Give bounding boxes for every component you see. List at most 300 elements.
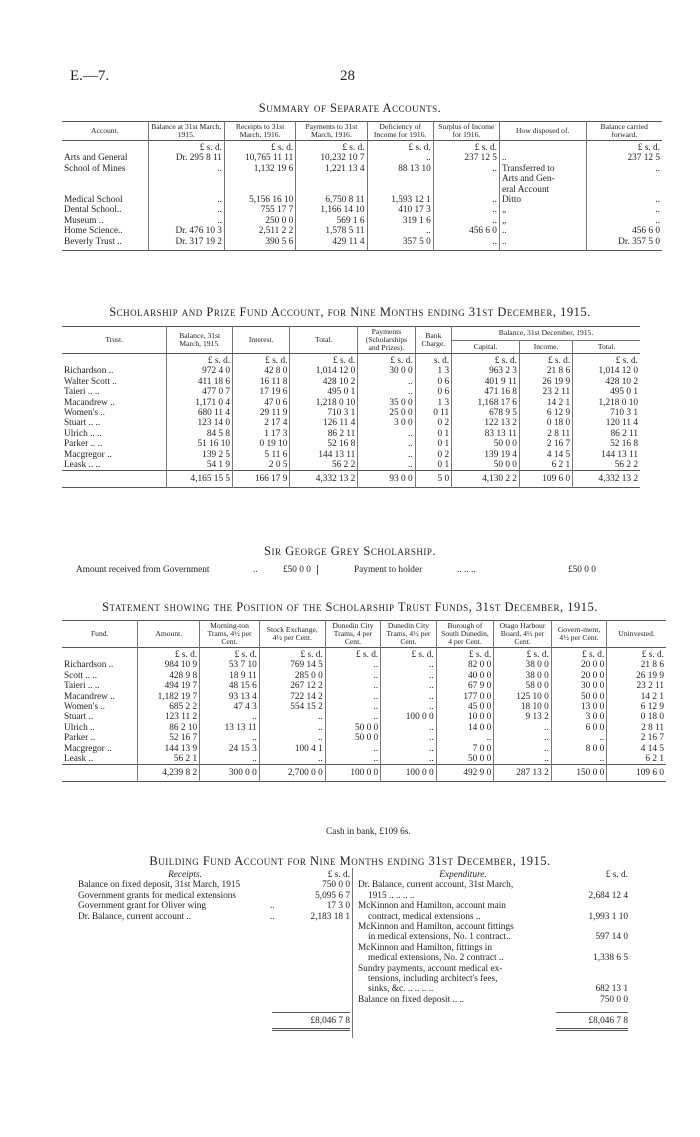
- summary-cell: ..: [433, 205, 499, 215]
- summary-cell: [224, 185, 295, 195]
- expenditure-text: [358, 943, 568, 964]
- scholarship-row: [62, 418, 640, 428]
- building-receipts: [78, 870, 350, 922]
- statement-cell: 494 19 7: [138, 681, 200, 691]
- grey-title: Sir George Grey Scholarship.: [264, 544, 436, 558]
- scholarship-row: [62, 398, 640, 408]
- statement-col-header: Govern-ment, 4½ per Cent.: [551, 621, 606, 648]
- statement-unit-cell: £ s. d.: [551, 648, 606, 661]
- scholarship-cell: 0 2: [415, 450, 452, 460]
- summary-cell: ..: [499, 153, 586, 163]
- summary-cell: 2,511 2 2: [224, 226, 295, 236]
- summary-cell: 237 12 5: [627, 153, 660, 164]
- expenditure-line: Dr. Balance, current account, 31st March,: [358, 880, 514, 891]
- summary-cell: Beverly Trust ..: [62, 237, 148, 251]
- summary-cell: ..: [367, 153, 433, 163]
- summary-col-header: Payments to 31st March, 1916.: [296, 122, 367, 141]
- summary-cell: ..: [655, 195, 660, 206]
- scholarship-group-header: Balance, 31st December, 1915.: [452, 327, 640, 341]
- expenditure-text: [358, 901, 568, 922]
- expenditure-row: [358, 943, 628, 964]
- statement-total-cell: 300 0 0: [200, 765, 260, 781]
- statement-total-cell: 4,239 8 2: [138, 765, 200, 781]
- summary-cell: Arts and General: [62, 153, 148, 163]
- scholarship-cell: 52 16 8: [610, 439, 638, 450]
- scholarship-cell: 21 8 6: [519, 366, 572, 376]
- summary-cell: ..: [499, 226, 586, 236]
- receipt-amount: 750 0 0: [322, 880, 350, 891]
- page-ref: E.—7.: [70, 68, 110, 84]
- statement-cell: 177 0 0: [436, 692, 494, 702]
- statement-cell: ..: [436, 733, 494, 743]
- building-expenditure: [358, 870, 628, 1005]
- receipt-dots: ..: [270, 911, 275, 922]
- scholarship-cell: 86 2 11: [290, 429, 358, 439]
- statement-header-row: [62, 621, 666, 648]
- scholarship-cell: ..: [358, 460, 415, 471]
- summary-row: [62, 153, 662, 163]
- scholarship-col-header: Trust.: [62, 327, 167, 354]
- scholarship-cell: 6 12 9: [519, 408, 572, 418]
- statement-cell: 93 13 4: [200, 692, 260, 702]
- summary-cell: [224, 174, 295, 184]
- scholarship-cell: 0 19 10: [233, 439, 290, 449]
- scholarship-row: [62, 387, 640, 397]
- expenditure-line: in medical extensions, No. 1 contract..: [368, 932, 511, 943]
- statement-cell: ..: [259, 754, 325, 765]
- scholarship-cell: ..: [358, 439, 415, 449]
- scholarship-cell: 428 10 2: [290, 377, 358, 387]
- scholarship-cell: 963 2 3: [452, 366, 520, 376]
- statement-cell: 6 2 1: [645, 754, 664, 765]
- expenditure-row: [358, 922, 628, 943]
- scholarship-cell: 144 13 11: [601, 449, 638, 460]
- statement-cell: 984 10 9: [138, 660, 200, 670]
- receipt-label: Government grant for Oliver wing: [78, 901, 207, 912]
- scholarship-cell: 1,168 17 6: [452, 398, 520, 408]
- scholarship-cell: 25 0 0: [358, 408, 415, 418]
- expenditure-text: [358, 880, 568, 901]
- grey-paid-value: £50 0 0: [568, 565, 596, 575]
- statement-cell: ..: [381, 744, 436, 754]
- statement-unit-cell: £ s. d.: [436, 648, 494, 661]
- statement-cell: 47 4 3: [200, 702, 260, 712]
- statement-cell: 554 15 2: [259, 702, 325, 712]
- scholarship-cell: 972 4 0: [167, 366, 233, 376]
- scholarship-row: [62, 366, 640, 376]
- summary-col-header: Surplus of Income for 1916.: [433, 122, 499, 141]
- statement-cell: Macgregor ..: [62, 744, 138, 754]
- scholarship-cell: 1,171 0 4: [167, 398, 233, 408]
- statement-row: [62, 671, 666, 681]
- statement-cell: 6 0 0: [551, 723, 606, 733]
- statement-cell: Taieri .. ..: [62, 681, 138, 691]
- total-left-value: £8,046 7 8: [310, 1016, 350, 1026]
- statement-cell: ..: [494, 754, 552, 765]
- scholarship-cell: 26 19 9: [519, 377, 572, 387]
- summary-col-header: Receipts to 31st March, 1916.: [224, 122, 295, 141]
- statement-row: [62, 723, 666, 733]
- scholarship-cell: 54 1 9: [167, 460, 233, 471]
- receipt-dots: [270, 880, 292, 890]
- expenditure-unit: £ s. d.: [605, 870, 628, 880]
- statement-unit-cell: £ s. d.: [325, 648, 380, 661]
- summary-unit-cell: [62, 141, 148, 154]
- scholarship-col-header: Total.: [597, 341, 616, 351]
- summary-cell: ..: [655, 215, 660, 226]
- statement-cell: 67 9 0: [436, 681, 494, 691]
- summary-cell: 1,221 13 4: [296, 164, 367, 174]
- scholarship-cell: 122 13 2: [452, 418, 520, 428]
- scholarship-cell: 0 6: [415, 387, 452, 397]
- scholarship-cell: 126 11 4: [290, 418, 358, 428]
- summary-cell: ..: [148, 205, 224, 215]
- summary-unit-cell: [499, 141, 586, 154]
- receipts-unit: £ s. d.: [327, 870, 350, 880]
- receipt-dots: [270, 891, 292, 901]
- summary-col-header: Balance carried forward.: [600, 122, 648, 139]
- grey-paid-dots: .. .. ..: [457, 565, 476, 575]
- expenditure-amount: 682 13 1: [595, 984, 628, 995]
- scholarship-cell: 139 19 4: [452, 450, 520, 460]
- scholarship-col-header: Capital.: [452, 340, 520, 354]
- scholarship-cell: 710 3 1: [290, 408, 358, 418]
- expenditure-line: McKinnon and Hamilton, account fittings: [358, 922, 514, 933]
- statement-cell: ..: [494, 744, 552, 754]
- summary-cell: 390 5 6: [224, 237, 295, 251]
- summary-cell: Dr. 476 10 3: [148, 226, 224, 236]
- summary-cell: [148, 174, 224, 184]
- scholarship-cell: 680 11 4: [167, 408, 233, 418]
- scholarship-cell: 1,014 12 0: [598, 366, 638, 377]
- scholarship-cell: 50 0 0: [452, 460, 520, 471]
- statement-cell: 6 12 9: [640, 702, 664, 713]
- summary-col-header: Account.: [62, 122, 148, 141]
- scholarship-cell: 144 13 11: [290, 450, 358, 460]
- statement-cell: ..: [259, 723, 325, 733]
- statement-cell: 0 18 0: [640, 712, 664, 723]
- statement-cell: ..: [551, 754, 606, 765]
- scholarship-cell: 1,218 0 10: [290, 398, 358, 408]
- summary-cell: 10,232 10 7: [296, 153, 367, 163]
- scholarship-cell: Stuart .. ..: [62, 418, 167, 428]
- scholarship-row: [62, 377, 640, 387]
- expenditure-amount: 597 14 0: [595, 932, 628, 943]
- expenditure-row: [358, 880, 628, 901]
- statement-cell: ..: [259, 733, 325, 743]
- statement-total-cell: 150 0 0: [551, 765, 606, 781]
- statement-cell: 10 0 0: [436, 712, 494, 722]
- statement-cell: 144 13 9: [138, 744, 200, 754]
- expenditure-line: 1915 .. .. .. ..: [368, 890, 415, 901]
- statement-cell: 40 0 0: [436, 671, 494, 681]
- scholarship-cell: ..: [358, 387, 415, 397]
- summary-row: [62, 195, 662, 205]
- statement-cell: 14 0 0: [436, 723, 494, 733]
- building-total-left: [272, 1012, 350, 1031]
- summary-unit-cell: £ s. d.: [433, 141, 499, 154]
- scholarship-cell: 123 14 0: [167, 418, 233, 428]
- scholarship-col-header: Total.: [290, 327, 358, 354]
- summary-cell: [296, 174, 367, 184]
- statement-cell: 428 9 8: [138, 671, 200, 681]
- statement-cell: 38 0 0: [494, 671, 552, 681]
- statement-cell: 30 0 0: [551, 681, 606, 691]
- building-total-right: [556, 1012, 628, 1031]
- scholarship-table: [62, 326, 640, 488]
- statement-cell: 100 4 1: [259, 744, 325, 754]
- statement-cell: Parker ..: [62, 733, 138, 743]
- summary-row: [62, 205, 662, 215]
- statement-cell: ..: [325, 692, 380, 702]
- statement-cell: 285 0 0: [259, 671, 325, 681]
- statement-cell: 14 2 1: [640, 691, 664, 702]
- cash-note: Cash in bank, £109 6s.: [326, 827, 411, 837]
- expenditure-amount: 1,338 6 5: [593, 953, 628, 964]
- scholarship-cell: 1 17 3: [233, 429, 290, 439]
- statement-col-header: Stock Exchange, 4½ per Cent.: [259, 621, 325, 648]
- scholarship-cell: 56 2 2: [290, 460, 358, 471]
- summary-cell: 410 17 3: [367, 205, 433, 215]
- scholarship-cell: 16 11 8: [233, 377, 290, 387]
- scholarship-cell: 4 14 5: [519, 450, 572, 460]
- summary-row: [62, 174, 662, 184]
- statement-cell: 20 0 0: [551, 660, 606, 670]
- summary-cell: ..: [148, 195, 224, 205]
- scholarship-unit-cell: £ s. d.: [615, 356, 638, 366]
- grey-received-dots: ..: [253, 565, 258, 575]
- statement-cell: 24 15 3: [200, 744, 260, 754]
- statement-table: [62, 620, 666, 782]
- statement-total-cell: 2,700 0 0: [259, 765, 325, 781]
- summary-cell: 569 1 6: [296, 216, 367, 226]
- statement-cell: 86 2 10: [138, 723, 200, 733]
- scholarship-cell: 23 2 11: [519, 387, 572, 397]
- scholarship-unit-cell: s. d.: [415, 354, 452, 367]
- summary-cell: Home Science..: [62, 226, 148, 236]
- scholarship-cell: 0 1: [415, 460, 452, 471]
- statement-row: [62, 702, 666, 712]
- scholarship-cell: 0 18 0: [519, 418, 572, 428]
- statement-cell: 82 0 0: [436, 660, 494, 670]
- scholarship-unit-cell: £ s. d.: [358, 354, 415, 367]
- statement-unit-cell: £ s. d.: [200, 648, 260, 661]
- statement-cell: 26 19 9: [636, 670, 664, 681]
- statement-cell: 23 2 11: [636, 681, 664, 692]
- scholarship-cell: 83 13 11: [452, 429, 520, 439]
- statement-cell: 100 0 0: [381, 712, 436, 722]
- scholarship-title: Scholarship and Prize Fund Account, for Nine Months ending 31st December, 1915.: [109, 305, 591, 319]
- scholarship-cell: 495 0 1: [290, 387, 358, 397]
- expenditure-line: Sundry payments, account medical ex-: [358, 963, 503, 974]
- statement-cell: 52 16 7: [138, 733, 200, 743]
- scholarship-unit-row: [62, 354, 640, 367]
- scholarship-col-header: Interest.: [233, 327, 290, 354]
- summary-cell: Museum ..: [62, 216, 148, 226]
- expenditure-line: tensions, including architect's fees,: [368, 974, 498, 985]
- receipt-label: Government grants for medical extensions: [78, 890, 237, 901]
- scholarship-cell: 30 0 0: [358, 366, 415, 376]
- scholarship-cell: 6 2 1: [519, 460, 572, 471]
- statement-col-header: Uninvested.: [618, 629, 655, 638]
- scholarship-unit-cell: £ s. d.: [233, 354, 290, 367]
- summary-cell: ..: [433, 216, 499, 226]
- statement-cell: 56 2 1: [138, 754, 200, 765]
- statement-col-header: Morning-ton Trams, 4½ per Cent.: [200, 621, 260, 648]
- summary-cell: ..: [148, 164, 224, 174]
- statement-cell: 50 0 0: [551, 692, 606, 702]
- statement-cell: ..: [325, 754, 380, 765]
- scholarship-cell: 477 0 7: [167, 387, 233, 397]
- statement-cell: Leask ..: [62, 754, 138, 765]
- statement-unit-row: [62, 648, 666, 661]
- scholarship-cell: 0 6: [415, 377, 452, 387]
- summary-unit-row: [62, 141, 662, 154]
- statement-total-cell: 100 0 0: [381, 765, 436, 781]
- statement-cell: ..: [381, 754, 436, 765]
- expenditure-amount: 2,684 12 4: [588, 890, 628, 901]
- statement-total-cell: 100 0 0: [325, 765, 380, 781]
- summary-cell: ..: [499, 237, 586, 251]
- scholarship-unit-cell: £ s. d.: [290, 354, 358, 367]
- statement-cell: ..: [381, 702, 436, 712]
- statement-cell: 50 0 0: [325, 733, 380, 743]
- statement-cell: Macandrew ..: [62, 692, 138, 702]
- summary-cell: 1,132 19 6: [224, 164, 295, 174]
- summary-unit-cell: £ s. d.: [224, 141, 295, 154]
- scholarship-unit-cell: [62, 354, 167, 367]
- statement-cell: 20 0 0: [551, 671, 606, 681]
- scholarship-totals-row: [62, 471, 640, 487]
- summary-cell: eral Account: [499, 185, 586, 195]
- statement-cell: 58 0 0: [494, 681, 552, 691]
- statement-cell: 2 16 7: [640, 733, 664, 744]
- summary-row: [62, 164, 662, 174]
- statement-unit-cell: £ s. d.: [381, 648, 436, 661]
- statement-unit-cell: £ s. d.: [641, 650, 664, 660]
- summary-row: [62, 237, 662, 251]
- summary-cell: ..: [433, 164, 499, 174]
- grey-paid-label: Payment to holder: [354, 565, 423, 575]
- receipt-row: [78, 912, 350, 922]
- summary-table: [62, 121, 662, 251]
- scholarship-total-cell: 4,165 15 5: [167, 471, 233, 487]
- receipt-row: [78, 891, 350, 901]
- statement-cell: ..: [325, 681, 380, 691]
- scholarship-cell: 2 0 5: [233, 460, 290, 471]
- scholarship-cell: 401 9 11: [452, 377, 520, 387]
- receipt-label: Balance on fixed deposit, 31st March, 1915: [78, 880, 241, 891]
- scholarship-cell: 2 17 4: [233, 418, 290, 428]
- summary-cell: [148, 185, 224, 195]
- receipt-dots: ..: [270, 901, 275, 912]
- scholarship-cell: 84 5 8: [167, 429, 233, 439]
- receipt-row: [78, 901, 350, 911]
- statement-row: [62, 733, 666, 743]
- statement-row: [62, 681, 666, 691]
- scholarship-cell: 1 3: [415, 398, 452, 408]
- scholarship-cell: 471 16 8: [452, 387, 520, 397]
- summary-title: Summary of Separate Accounts.: [258, 101, 442, 115]
- scholarship-unit-cell: £ s. d.: [167, 354, 233, 367]
- statement-col-header: Dunedin City Trams, 4 per Cent.: [325, 621, 380, 648]
- expenditure-line: sinks, &c. .. .. .. ..: [368, 984, 434, 995]
- statement-cell: 267 12 2: [259, 681, 325, 691]
- statement-cell: 50 0 0: [325, 723, 380, 733]
- summary-cell: Ditto: [499, 195, 586, 205]
- summary-cell: 319 1 6: [367, 216, 433, 226]
- summary-cell: 357 5 0: [367, 237, 433, 251]
- statement-cell: 2 8 11: [641, 722, 664, 733]
- scholarship-cell: 50 0 0: [452, 439, 520, 449]
- statement-col-header: Otago Harbour Board, 4½ per Cent.: [494, 621, 552, 648]
- statement-cell: 45 0 0: [436, 702, 494, 712]
- summary-cell: [433, 174, 499, 184]
- statement-total-cell: 287 13 2: [494, 765, 552, 781]
- summary-cell: „: [499, 205, 586, 215]
- scholarship-cell: 411 18 6: [167, 377, 233, 387]
- scholarship-cell: 0 1: [415, 439, 452, 449]
- statement-cell: Women's ..: [62, 702, 138, 712]
- scholarship-cell: 56 2 2: [614, 460, 638, 471]
- summary-cell: [367, 174, 433, 184]
- summary-unit-cell: £ s. d.: [148, 141, 224, 154]
- summary-cell: ..: [367, 226, 433, 236]
- scholarship-unit-cell: £ s. d.: [519, 354, 572, 367]
- statement-row: [62, 692, 666, 702]
- summary-cell: „: [499, 216, 586, 226]
- summary-header-row: [62, 122, 662, 141]
- scholarship-cell: 14 2 1: [519, 398, 572, 408]
- statement-cell: 125 10 0: [494, 692, 552, 702]
- statement-col-header: Amount.: [138, 621, 200, 648]
- statement-total-cell: 109 6 0: [607, 765, 666, 781]
- scholarship-total-cell: 4,130 2 2: [452, 471, 520, 487]
- summary-col-header: How disposed of.: [499, 122, 586, 141]
- scholarship-cell: 3 0 0: [358, 418, 415, 428]
- summary-cell: 6,750 8 11: [296, 195, 367, 205]
- summary-cell: 755 17 7: [224, 205, 295, 215]
- statement-cell: 8 0 0: [551, 744, 606, 754]
- grey-received-label: Amount received from Government: [76, 565, 210, 575]
- statement-cell: 685 2 2: [138, 702, 200, 712]
- scholarship-cell: 710 3 1: [610, 408, 638, 419]
- scholarship-row: [62, 439, 640, 449]
- scholarship-cell: 120 11 4: [605, 418, 638, 429]
- statement-cell: 13 0 0: [551, 702, 606, 712]
- receipts-heading: Receipts.: [168, 870, 202, 880]
- expenditure-amount: 750 0 0: [600, 994, 628, 1005]
- statement-unit-cell: £ s. d.: [138, 648, 200, 661]
- statement-title: Statement showing the Position of the Scholarship Trust Funds, 31st December, 1915.: [102, 600, 598, 614]
- summary-cell: 10,765 11 11: [224, 153, 295, 163]
- statement-cell: ..: [381, 733, 436, 743]
- summary-cell: School of Mines: [62, 164, 148, 174]
- scholarship-cell: 495 0 1: [610, 387, 638, 398]
- scholarship-total-cell: 166 17 9: [233, 471, 290, 487]
- summary-cell: Arts and Gen-: [499, 174, 586, 184]
- building-divider: [352, 868, 353, 1038]
- scholarship-cell: Macandrew ..: [62, 398, 167, 408]
- summary-cell: [62, 174, 148, 184]
- summary-col-header: Deficiency of Income for 1916.: [367, 122, 433, 141]
- scholarship-cell: 428 10 2: [605, 376, 638, 387]
- expenditure-line: McKinnon and Hamilton, account main: [358, 901, 506, 912]
- scholarship-col-header: Bank Charge.: [415, 327, 452, 354]
- statement-cell: Richardson ..: [62, 660, 138, 670]
- summary-cell: [586, 174, 662, 184]
- summary-cell: ..: [655, 205, 660, 216]
